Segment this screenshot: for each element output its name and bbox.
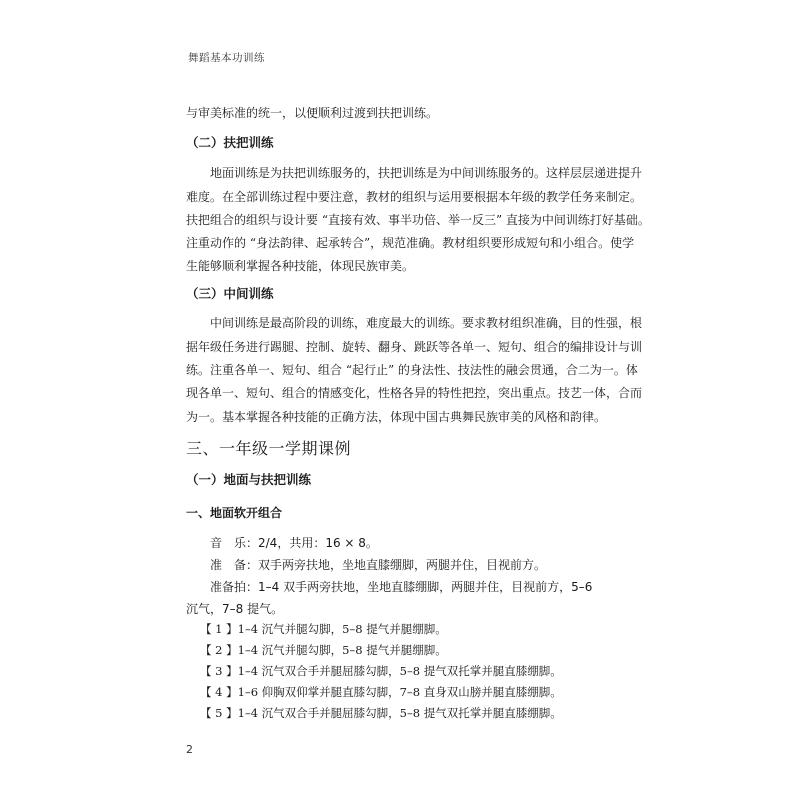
prep-beat-line: 沉气，7–8 提气。 [186,602,284,616]
paragraph-line: 练。注重各单一、短句、组合 “起行止” 的身法性、技法性的融会贯通，合二为一。体 [186,363,638,377]
heading-floor-stretch: 一、地面软开组合 [186,506,283,520]
heading-barre-training: （二）扶把训练 [186,135,274,150]
paragraph-line: 扶把组合的组织与设计要 “直接有效、事半功倍、举一反三” 直接为中间训练打好基础。 [186,213,650,227]
paragraph-line: 注重动作的 “身法韵律、起承转合”，规范准确。教材组织要形成短句和小组合。使学 [186,236,635,250]
paragraph-line: 与审美标准的统一，以便顺利过渡到扶把训练。 [186,106,439,120]
paragraph-line: 为一。基本掌握各种技能的正确方法，体现中国古典舞民族审美的风格和韵律。 [186,410,607,424]
step-line: 【 3 】1–4 沉气双合手并腿屈膝勾脚，5–8 提气双托掌并腿直膝绷脚。 [200,664,562,678]
heading-center-training: （三）中间训练 [186,286,274,301]
paragraph-line: 据年级任务进行踢腿、控制、旋转、翻身、跳跃等各单一、短句、组合的编排设计与训 [186,340,643,354]
step-line: 【 2 】1–4 沉气并腿勾脚，5–8 提气并腿绷脚。 [200,643,447,657]
step-line: 【 4 】1–6 仰胸双仰掌并腿直膝勾脚，7–8 直身双山膀并腿直膝绷脚。 [200,685,562,699]
running-head: 舞蹈基本功训练 [188,52,265,64]
paragraph-line: 地面训练是为扶把训练服务的，扶把训练是为中间训练服务的。这样层层递进提升 [210,166,643,180]
paragraph-line: 难度。在全部训练过程中要注意，教材的组织与运用要根据本年级的教学任务来制定。 [186,190,643,204]
step-line: 【 1 】1–4 沉气并腿勾脚，5–8 提气并腿绷脚。 [200,622,447,636]
paragraph-line: 中间训练是最高阶段的训练，难度最大的训练。要求教材组织准确，目的性强，根 [210,316,643,330]
section-title: 三、一年级一学期课例 [186,439,352,458]
step-line: 【 5 】1–4 沉气双合手并腿屈膝勾脚，5–8 提气双托掌并腿直膝绷脚。 [200,706,562,720]
heading-floor-and-barre: （一）地面与扶把训练 [186,472,312,487]
page-number: 2 [186,743,193,756]
paragraph-line: 生能够顺利掌握各种技能，体现民族审美。 [186,259,415,273]
prep-line: 准 备：双手两旁扶地，坐地直膝绷脚，两腿并住，目视前方。 [210,558,547,572]
prep-beat-line: 准备拍：1–4 双手两旁扶地，坐地直膝绷脚，两腿并住，目视前方，5–6 [210,580,593,594]
music-line: 音 乐：2/4，共用：16 × 8。 [210,536,378,550]
paragraph-line: 现各单一、短句、组合的情感变化，性格各异的特性把控，突出重点。技艺一体，合而 [186,386,643,400]
